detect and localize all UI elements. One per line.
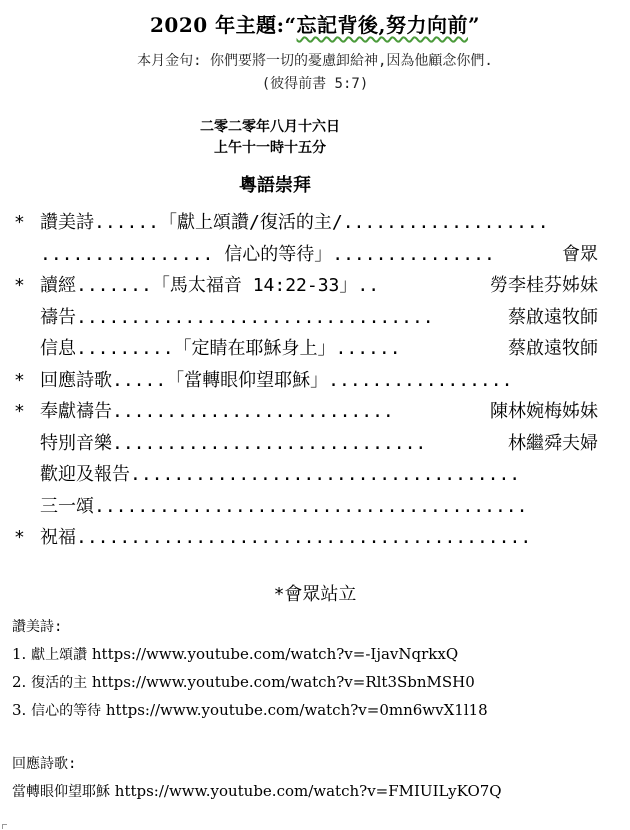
program-person: 蔡啟遠牧師 — [506, 302, 598, 334]
stand-marker: * — [14, 369, 25, 391]
theme-title — [0, 12, 630, 38]
music-links — [12, 612, 622, 805]
hymn-title: 復活的主 — [31, 675, 88, 691]
program-person: 陳林婉梅姊妹 — [488, 396, 598, 428]
memory-verse-reference: (彼得前書 5:7) — [261, 76, 369, 92]
program-row — [14, 491, 614, 523]
program-person: 會眾 — [560, 239, 598, 271]
hymn-title: 信心的等待 — [31, 703, 102, 719]
theme-suffix: ” — [467, 13, 480, 37]
hymn-title: 獻上頌讚 — [31, 647, 88, 663]
program-item: 特別音樂............................. — [40, 432, 427, 454]
response-link[interactable]: https://www.youtube.com/watch?v=FMIUILyKO7Q — [114, 782, 502, 800]
hymns-heading: 讚美詩: — [12, 619, 63, 635]
program-item: 信息.........「定睛在耶穌身上」...... — [40, 338, 401, 359]
program-item: ................ 信心的等待」............... — [40, 243, 495, 265]
stand-marker: * — [14, 275, 25, 296]
list-item: 3. 信心的等待 https://www.youtube.com/watch?v=0mn6wvX1l18 — [12, 701, 488, 719]
theme-prefix: 2020 年主題:“ — [150, 13, 297, 37]
program-row — [14, 302, 614, 334]
program-item: 回應詩歌.....「當轉眼仰望耶穌」................. — [40, 369, 513, 391]
program-row — [14, 428, 614, 460]
service-title: 粵語崇拜 — [239, 175, 311, 196]
program-row — [14, 239, 614, 271]
program-row — [14, 333, 614, 365]
page-corner-mark — [2, 824, 7, 829]
program-item: 祝福.......................................... — [40, 527, 532, 548]
program-row — [14, 207, 614, 239]
list-item: 2. 復活的主 https://www.youtube.com/watch?v=Rlt3SbnMSH0 — [12, 673, 475, 691]
program-item: 歡迎及報告.................................... — [40, 464, 521, 485]
program-row — [14, 522, 614, 554]
program-item: 三一頌........................................ — [40, 495, 528, 517]
hymn-link[interactable]: https://www.youtube.com/watch?v=-IjavNqrkxQ — [91, 645, 459, 663]
program-row — [14, 365, 614, 397]
program-person: 林繼舜夫婦 — [506, 428, 598, 460]
hymn-link[interactable]: https://www.youtube.com/watch?v=0mn6wvX1l18 — [105, 701, 488, 719]
program-list — [14, 207, 614, 554]
program-item: 禱告................................. — [40, 306, 434, 328]
response-heading: 回應詩歌: — [12, 756, 77, 772]
memory-verse: 本月金句: 你們要將一切的憂慮卸給神,因為他顧念你們. — [137, 53, 493, 69]
stand-marker: * — [14, 527, 25, 548]
program-row — [14, 396, 614, 428]
program-row — [14, 270, 614, 302]
list-item: 1. 獻上頌讚 https://www.youtube.com/watch?v=-IjavNqrkxQ — [12, 645, 459, 663]
stand-marker: * — [14, 401, 25, 422]
program-person: 勞李桂芬姊妹 — [488, 270, 598, 302]
hymn-link[interactable]: https://www.youtube.com/watch?v=Rlt3SbnMSH0 — [91, 673, 475, 691]
stand-marker: * — [14, 212, 25, 233]
program-person: 蔡啟遠牧師 — [506, 333, 598, 365]
theme-underlined: 忘記背後,努力向前 — [296, 13, 468, 37]
program-item: 讀經.......「馬太福音 14:22-33」.. — [40, 275, 380, 296]
response-title: 當轉眼仰望耶穌 — [12, 784, 110, 800]
program-row — [14, 459, 614, 491]
stand-note: *會眾站立 — [273, 584, 357, 605]
service-time: 上午十一時十五分 — [214, 140, 326, 156]
list-item — [12, 777, 622, 805]
program-item: 讚美詩......「獻上頌讚/復活的主/................... — [40, 212, 549, 233]
program-item: 奉獻禱告.......................... — [40, 401, 394, 422]
service-date: 二零二零年八月十六日 — [200, 119, 340, 135]
